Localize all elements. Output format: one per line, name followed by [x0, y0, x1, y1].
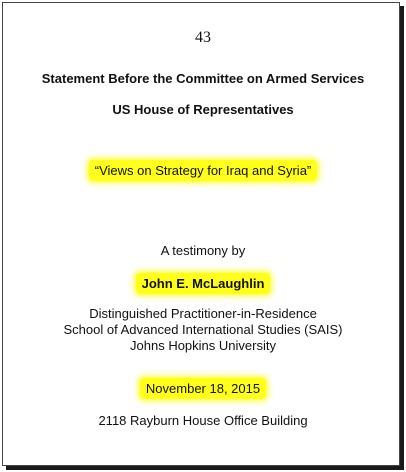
testimony-date: November 18, 2015 — [140, 378, 266, 399]
affiliation-school: School of Advanced International Studies (SAIS) — [63, 322, 343, 337]
author-highlight — [3, 276, 403, 291]
affiliation-title: Distinguished Practitioner-in-Residence — [89, 306, 317, 321]
document-page — [2, 2, 400, 466]
page-number: 43 — [195, 29, 211, 46]
affiliation-university: Johns Hopkins University — [130, 338, 276, 353]
date-highlight — [3, 381, 403, 396]
heading-committee: Statement Before the Committee on Armed Services — [41, 71, 365, 86]
location: 2118 Rayburn House Office Building — [98, 413, 308, 428]
title-highlight — [3, 163, 403, 178]
testimony-label: A testimony by — [160, 243, 246, 258]
testimony-title: “Views on Strategy for Iraq and Syria” — [89, 160, 318, 181]
heading-house: US House of Representatives — [112, 102, 294, 117]
author-name: John E. McLaughlin — [136, 273, 271, 294]
